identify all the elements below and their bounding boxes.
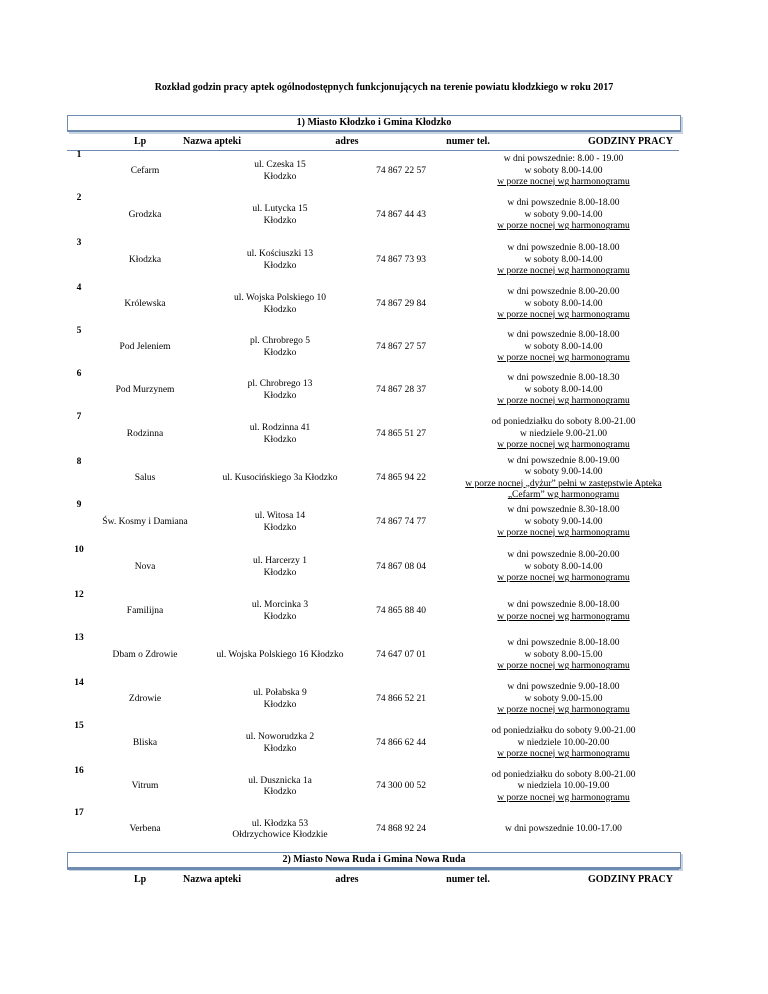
row-hours-line: „Cefarm” wg harmonogramu <box>507 490 620 500</box>
row-lp <box>67 590 91 633</box>
row-hours <box>446 633 681 678</box>
row-address-line: ul. Morcinka 3 <box>251 600 309 610</box>
table-row <box>67 412 679 457</box>
row-tel <box>358 766 444 808</box>
row-tel <box>358 545 444 590</box>
row-address-line: ul. Noworudzka 2 <box>245 732 315 742</box>
row-tel-line: 74 867 27 57 <box>376 341 426 352</box>
table-row <box>67 457 679 500</box>
row-hours-line: w porze nocnej wg harmonogramu <box>497 177 630 188</box>
row-hours-line: w porze nocnej wg harmonogramu <box>497 310 630 321</box>
row-name-line: Królewska <box>124 298 166 309</box>
row-address <box>200 369 360 412</box>
row-hours-line: w porze nocnej wg harmonogramu <box>497 661 630 672</box>
row-hours <box>446 412 681 457</box>
row-address <box>200 457 360 500</box>
row-tel-line: 74 867 28 37 <box>376 384 426 395</box>
row-hours-line: w dni powszednie 8.30-18.00 <box>507 505 620 516</box>
row-hours-line: w dni powszednie 8.00-18.00 <box>507 198 620 209</box>
row-tel <box>358 590 444 633</box>
row-address-line: ul. Kusocińskiego 3a Kłodzko <box>222 472 338 483</box>
row-hours <box>446 590 681 633</box>
row-tel <box>358 150 444 193</box>
row-lp-line: 13 <box>74 633 84 643</box>
row-lp <box>67 721 91 766</box>
row-name-line: Pod Jeleniem <box>119 341 171 352</box>
row-address <box>200 283 360 326</box>
row-tel-line: 74 865 51 27 <box>376 428 426 439</box>
table-row <box>67 150 679 193</box>
row-name-line: Nova <box>134 561 156 572</box>
row-address <box>200 808 360 852</box>
row-address-line: Kłodzko <box>263 260 297 271</box>
row-lp-line: 8 <box>76 457 82 467</box>
row-address <box>200 193 360 238</box>
row-lp <box>67 412 91 457</box>
row-address-line: Kłodzko <box>263 699 297 710</box>
row-hours-line: w dni powszednie 9.00-18.00 <box>507 682 620 693</box>
row-hours-line: w soboty 9.00-14.00 <box>524 516 603 527</box>
row-hours-line: w porze nocnej wg harmonogramu <box>497 353 630 364</box>
row-address-line: ul. Czeska 15 <box>254 160 306 170</box>
row-address-line: pl. Chrobrego 13 <box>247 379 313 389</box>
row-address-line: ul. Lutycka 15 <box>252 204 308 214</box>
row-lp-line: 1 <box>76 150 82 160</box>
row-name-line: Kłodzka <box>128 254 162 265</box>
row-hours <box>446 545 681 590</box>
row-hours <box>446 369 681 412</box>
row-hours-line: w dni powszednie 8.00-18.30 <box>507 373 620 384</box>
row-name <box>100 808 190 852</box>
row-hours-line: w dni powszednie 8.00-18.00 <box>507 600 620 610</box>
row-address-line: ul. Rodzinna 41 <box>249 423 311 433</box>
col-name: Nazwa apteki <box>182 136 242 147</box>
col-hours: GODZINY PRACY <box>588 874 673 885</box>
row-name-line: Pod Murzynem <box>115 384 175 395</box>
row-address-line: Kłodzko <box>263 522 297 533</box>
row-tel <box>358 238 444 283</box>
row-hours <box>446 193 681 238</box>
row-lp-line: 4 <box>76 283 82 293</box>
row-tel <box>358 633 444 678</box>
table-row <box>67 590 679 633</box>
row-name <box>100 193 190 238</box>
row-lp-line: 7 <box>76 412 82 422</box>
table-row <box>67 326 679 369</box>
row-lp-line: 17 <box>74 808 84 818</box>
row-address-line: ul. Harcerzy 1 <box>252 556 308 566</box>
row-hours <box>446 678 681 721</box>
row-address <box>200 238 360 283</box>
row-tel <box>358 678 444 721</box>
row-lp <box>67 193 91 238</box>
row-hours-line: w soboty 8.00-14.00 <box>524 165 603 176</box>
row-address <box>200 412 360 457</box>
row-tel-line: 74 867 29 84 <box>376 298 426 309</box>
row-tel <box>358 721 444 766</box>
row-address-line: ul. Dusznicka 1a <box>248 775 312 786</box>
col-address: adres <box>335 136 359 147</box>
row-lp <box>67 500 91 545</box>
row-address-line: ul. Witosa 14 <box>254 511 306 521</box>
table-row <box>67 193 679 238</box>
row-tel-line: 74 867 08 04 <box>376 561 426 572</box>
row-hours-line: w soboty 9.00-14.00 <box>524 209 603 220</box>
col-lp: Lp <box>134 874 147 885</box>
row-lp <box>67 808 91 852</box>
row-hours-line: w soboty 8.00-14.00 <box>524 384 603 395</box>
row-lp <box>67 326 91 369</box>
row-lp-line: 12 <box>74 590 84 600</box>
row-address-line: Kłodzko <box>263 347 297 358</box>
row-name <box>100 590 190 633</box>
row-tel <box>358 808 444 852</box>
col-lp: Lp <box>134 136 147 147</box>
row-hours-line: w porze nocnej wg harmonogramu <box>497 611 630 622</box>
row-tel <box>358 326 444 369</box>
row-hours-line: w porze nocnej wg harmonogramu <box>497 396 630 407</box>
row-tel <box>358 283 444 326</box>
row-name <box>100 500 190 545</box>
table-row <box>67 808 679 852</box>
row-lp <box>67 150 91 193</box>
row-address-line: Kłodzko <box>263 215 297 226</box>
row-hours-line: w dni powszednie: 8.00 - 19.00 <box>503 154 624 165</box>
row-lp-line: 16 <box>74 766 84 776</box>
row-hours-line: w soboty 9.00-15.00 <box>524 693 603 704</box>
col-tel: numer tel. <box>446 874 490 885</box>
row-address <box>200 590 360 633</box>
row-name <box>100 238 190 283</box>
row-hours-line: w porze nocnej „dyżur” pełni w zastępstwie Apteka <box>465 478 662 489</box>
row-lp <box>67 766 91 808</box>
row-name <box>100 766 190 808</box>
row-hours <box>446 326 681 369</box>
row-hours-line: w porze nocnej wg harmonogramu <box>497 705 630 716</box>
table-row <box>67 500 679 545</box>
row-hours-line: w dni powszednie 8.00-20.00 <box>507 287 620 298</box>
row-tel <box>358 193 444 238</box>
row-tel <box>358 369 444 412</box>
row-hours <box>446 808 681 852</box>
table-row <box>67 283 679 326</box>
row-lp <box>67 283 91 326</box>
table-row <box>67 633 679 678</box>
document-title: Rozkład godzin pracy aptek ogólnodostępnych funkcjonujących na terenie powiatu kłodzkiego w roku 2017 <box>154 82 614 93</box>
row-name <box>100 457 190 500</box>
row-address-line: Kłodzko <box>263 171 297 182</box>
row-name-line: Zdrowie <box>128 693 162 704</box>
row-hours-line: w porze nocnej wg harmonogramu <box>497 749 630 760</box>
row-address-line: Kłodzko <box>263 390 297 401</box>
row-address-line: Kłodzko <box>263 611 297 622</box>
row-address <box>200 150 360 193</box>
row-name <box>100 721 190 766</box>
row-tel <box>358 412 444 457</box>
row-name <box>100 412 190 457</box>
row-address-line: Kłodzko <box>263 304 297 315</box>
section-heading-klodzko: 1) Miasto Kłodzko i Gmina Kłodzko <box>67 115 681 132</box>
row-lp-line: 3 <box>76 238 82 248</box>
row-hours-line: od poniedziałku do soboty 9.00-21.00 <box>491 726 636 737</box>
row-hours-line: w niedziela 10.00-19.00 <box>517 781 610 792</box>
row-hours <box>446 766 681 808</box>
row-lp-line: 5 <box>76 326 82 336</box>
row-tel-line: 74 865 94 22 <box>376 472 426 483</box>
row-address <box>200 721 360 766</box>
row-address <box>200 545 360 590</box>
row-lp-line: 10 <box>74 545 84 555</box>
row-hours-line: w porze nocnej wg harmonogramu <box>497 528 630 539</box>
row-hours-line: w soboty 8.00-14.00 <box>524 561 603 572</box>
row-tel-line: 74 300 00 52 <box>376 781 426 792</box>
row-tel-line: 74 866 62 44 <box>376 737 426 748</box>
row-address-line: ul. Wojska Polskiego 10 <box>234 293 326 303</box>
row-hours <box>446 150 681 193</box>
row-name-line: Grodzka <box>128 209 162 220</box>
row-tel <box>358 457 444 500</box>
row-hours-line: w porze nocnej wg harmonogramu <box>497 221 630 232</box>
row-hours-line: w niedziele 10.00-20.00 <box>517 737 610 748</box>
row-tel-line: 74 868 92 24 <box>376 824 426 835</box>
row-name-line: Vitrum <box>131 781 159 792</box>
row-name-line: Św. Kosmy i Damiana <box>102 516 188 527</box>
row-hours-line: w porze nocnej wg harmonogramu <box>497 266 630 277</box>
row-hours-line: w dni powszednie 8.00-18.00 <box>507 330 620 341</box>
row-name <box>100 283 190 326</box>
row-address <box>200 633 360 678</box>
col-hours: GODZINY PRACY <box>588 136 673 147</box>
row-lp-line: 2 <box>76 193 82 203</box>
row-lp-line: 6 <box>76 369 82 379</box>
row-lp <box>67 457 91 500</box>
table-row <box>67 238 679 283</box>
row-tel <box>358 500 444 545</box>
row-name-line: Dbam o Zdrowie <box>112 649 178 660</box>
row-name <box>100 369 190 412</box>
table-row <box>67 766 679 808</box>
row-hours-line: w soboty 8.00-14.00 <box>524 254 603 265</box>
row-lp <box>67 369 91 412</box>
row-name <box>100 326 190 369</box>
row-tel-line: 74 867 22 57 <box>376 165 426 176</box>
row-hours-line: w porze nocnej wg harmonogramu <box>497 440 630 451</box>
row-address <box>200 766 360 808</box>
row-hours-line: w dni powszednie 10.00-17.00 <box>505 824 622 835</box>
row-name-line: Salus <box>134 472 156 483</box>
row-name <box>100 633 190 678</box>
table-row <box>67 678 679 721</box>
row-tel-line: 74 865 88 40 <box>376 605 426 616</box>
row-tel-line: 74 866 52 21 <box>376 693 426 704</box>
row-lp <box>67 678 91 721</box>
row-address <box>200 326 360 369</box>
row-name <box>100 150 190 193</box>
row-address-line: Kłodzko <box>263 434 297 445</box>
row-address-line: Ołdrzychowice Kłodzkie <box>232 830 328 840</box>
row-hours-line: w dni powszednie 8.00-18.00 <box>507 638 620 649</box>
row-hours <box>446 283 681 326</box>
row-address-line: ul. Połabska 9 <box>253 688 307 698</box>
row-address <box>200 500 360 545</box>
row-hours-line: w porze nocnej wg harmonogramu <box>497 792 630 803</box>
row-hours-line: w dni powszednie 8.00-19.00 <box>507 455 620 466</box>
row-tel-line: 74 867 73 93 <box>376 254 426 265</box>
row-hours <box>446 500 681 545</box>
row-name-line: Rodzinna <box>126 428 164 439</box>
row-name <box>100 545 190 590</box>
row-name <box>100 678 190 721</box>
row-name-line: Bliska <box>132 737 158 748</box>
row-address-line: ul. Kościuszki 13 <box>246 249 314 259</box>
row-hours-line: w porze nocnej wg harmonogramu <box>497 573 630 584</box>
row-lp-line: 14 <box>74 678 84 688</box>
row-address-line: Kłodzko <box>263 743 297 754</box>
row-lp <box>67 545 91 590</box>
row-tel-line: 74 867 44 43 <box>376 209 426 220</box>
row-address <box>200 678 360 721</box>
row-hours-line: w soboty 8.00-14.00 <box>524 341 603 352</box>
table-header-klodzko <box>67 131 679 151</box>
row-name-line: Cefarm <box>130 165 160 176</box>
row-hours-line: w soboty 8.00-14.00 <box>524 298 603 309</box>
col-address: adres <box>335 874 359 885</box>
row-address-line: pl. Chrobrego 5 <box>250 336 310 346</box>
row-hours-line: w niedziele 9.00-21.00 <box>519 428 608 439</box>
row-hours <box>446 457 681 500</box>
col-tel: numer tel. <box>446 136 490 147</box>
table-row <box>67 721 679 766</box>
row-tel-line: 74 647 07 01 <box>376 649 426 660</box>
row-hours <box>446 721 681 766</box>
row-address-line: ul. Kłodzka 53 <box>251 818 309 829</box>
col-name: Nazwa apteki <box>182 874 242 885</box>
table-row <box>67 545 679 590</box>
row-address-line: Kłodzko <box>263 787 297 797</box>
table-row <box>67 369 679 412</box>
row-address-line: ul. Wojska Polskiego 16 Kłodzko <box>216 649 344 660</box>
row-hours <box>446 238 681 283</box>
row-address-line: Kłodzko <box>263 567 297 578</box>
row-hours-line: w soboty 8.00-15.00 <box>524 649 603 660</box>
row-tel-line: 74 867 74 77 <box>376 516 426 527</box>
row-hours-line: od poniedziałku do soboty 8.00-21.00 <box>491 417 636 428</box>
row-lp <box>67 238 91 283</box>
row-hours-line: w dni powszednie 8.00-20.00 <box>507 550 620 561</box>
row-hours-line: od poniedziałku do soboty 8.00-21.00 <box>491 769 636 780</box>
row-hours-line: w soboty 9.00-14.00 <box>524 467 603 477</box>
row-name-line: Familijna <box>126 605 164 616</box>
section-heading-nowa-ruda: 2) Miasto Nowa Ruda i Gmina Nowa Ruda <box>67 852 681 869</box>
row-name-line: Verbena <box>129 824 161 835</box>
row-lp-line: 9 <box>76 500 82 510</box>
row-lp <box>67 633 91 678</box>
table-header-nowa-ruda <box>67 869 679 888</box>
row-lp-line: 15 <box>74 721 84 731</box>
row-hours-line: w dni powszednie 8.00-18.00 <box>507 243 620 254</box>
